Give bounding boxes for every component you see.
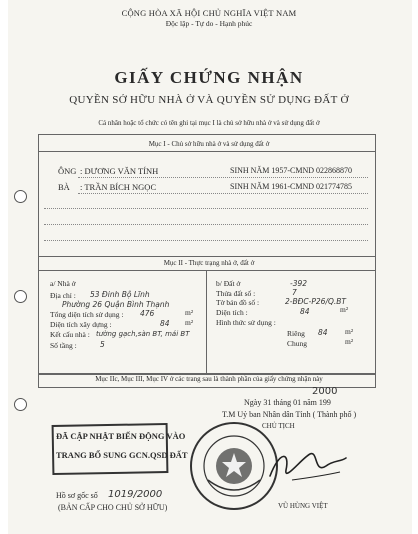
- owner-2-info: SINH NĂM 1961-CMND 021774785: [230, 182, 353, 191]
- sheet-value: 7: [292, 288, 297, 297]
- private-value: 84: [318, 328, 328, 337]
- country-name: CỘNG HÒA XÃ HỘI CHỦ NGHĨA VIỆT NAM: [121, 8, 297, 18]
- binder-hole-top: [14, 190, 27, 203]
- total-area-label: Tổng diện tích sử dụng :: [50, 310, 124, 319]
- sheet-label: Thửa đất số :: [216, 289, 256, 298]
- land-area-value: 84: [300, 307, 310, 316]
- land-area-label: Diện tích :: [216, 308, 248, 317]
- intro-text: Cá nhân hoặc tổ chức có tên ghi tại mục I là chủ sở hữu nhà ở và sử dụng đất ở: [98, 119, 320, 127]
- signing-position: CHỦ TỊCH: [262, 422, 295, 430]
- signing-authority: T.M Uỷ ban Nhân dân Tỉnh ( Thành phố ): [222, 410, 357, 419]
- dotted-line: [44, 208, 368, 209]
- binder-hole-middle: [14, 290, 27, 303]
- house-label: a/ Nhà ở: [50, 279, 76, 288]
- section-2-top-divider: [38, 256, 375, 257]
- structure-value: tường gạch,sàn BT, mái BT: [96, 330, 190, 338]
- copy-note: (BẢN CẤP CHO CHỦ SỞ HỮU): [58, 503, 168, 512]
- register-label: Hồ sơ gốc số: [56, 491, 98, 500]
- signature-icon: [262, 440, 352, 490]
- total-area-value: 476: [140, 309, 155, 318]
- dotted-line: [44, 240, 368, 241]
- owner-1-name: : DƯƠNG VĂN TÍNH: [80, 166, 159, 176]
- built-area-label: Diện tích xây dựng :: [50, 320, 112, 329]
- section-2-heading: Mục II - Thực trạng nhà ở, đất ở: [163, 259, 255, 267]
- owner-2-label: BÀ: [58, 182, 70, 192]
- private-label: Riêng: [287, 329, 305, 338]
- address-line-1: 53 Đinh Bộ Lĩnh: [90, 290, 150, 299]
- section-2-column-divider: [206, 270, 207, 373]
- address-label: Địa chỉ :: [50, 291, 76, 300]
- binder-hole-bottom: [14, 398, 27, 411]
- dotted-line: [78, 193, 368, 194]
- built-area-unit: m²: [185, 318, 194, 327]
- stamp-line-1: ĐÃ CẬP NHẬT BIẾN ĐỘNG VÀO: [56, 431, 186, 441]
- owner-2-name: : TRẦN BÍCH NGỌC: [80, 182, 157, 192]
- map-value: 2-BĐC-P26/Q.BT: [285, 297, 346, 306]
- handwritten-year: 2000: [312, 386, 338, 397]
- address-line-2: Phường 26 Quận Bình Thạnh: [62, 300, 170, 309]
- map-label: Tờ bản đồ số :: [216, 298, 260, 307]
- national-motto: Độc lập - Tự do - Hạnh phúc: [165, 19, 253, 28]
- floors-value: 5: [100, 340, 105, 349]
- private-unit: m²: [345, 327, 354, 336]
- register-number: 1019/2000: [108, 489, 163, 500]
- footer-note: Mục IIc, Mục III, Mục IV ở các trang sau là thành phần của giấy chứng nhận này: [95, 375, 323, 383]
- owner-1-info: SINH NĂM 1957-CMND 022868870: [230, 166, 353, 175]
- built-area-value: 84: [160, 319, 170, 328]
- total-area-unit: m²: [185, 308, 194, 317]
- land-label: b/ Đất ở: [216, 279, 241, 288]
- land-number: -392: [290, 279, 308, 288]
- land-area-unit: m²: [340, 305, 349, 314]
- shared-label: Chung: [287, 339, 308, 348]
- section-1-divider: [38, 151, 375, 152]
- dotted-line: [78, 177, 368, 178]
- dotted-line: [44, 224, 368, 225]
- owner-1-label: ÔNG: [58, 166, 77, 176]
- document-title: GIẤY CHỨNG NHẬN: [114, 68, 304, 87]
- section-1-heading: Mục I - Chủ sở hữu nhà ở và sử dụng đất ở: [148, 140, 270, 148]
- document-subtitle: QUYỀN SỞ HỮU NHÀ Ở VÀ QUYỀN SỬ DỤNG ĐẤT Ở: [69, 94, 349, 106]
- floors-label: Số tầng :: [50, 341, 77, 350]
- shared-unit: m²: [345, 337, 354, 346]
- signing-date: Ngày 31 tháng 01 năm 199: [244, 398, 331, 407]
- signer-name: VŨ HÙNG VIỆT: [278, 502, 328, 510]
- stamp-line-2: TRANG BỔ SUNG GCN.QSD ĐẤT: [56, 450, 188, 460]
- usage-form-label: Hình thức sử dụng :: [216, 318, 276, 327]
- structure-label: Kết cấu nhà :: [50, 330, 90, 339]
